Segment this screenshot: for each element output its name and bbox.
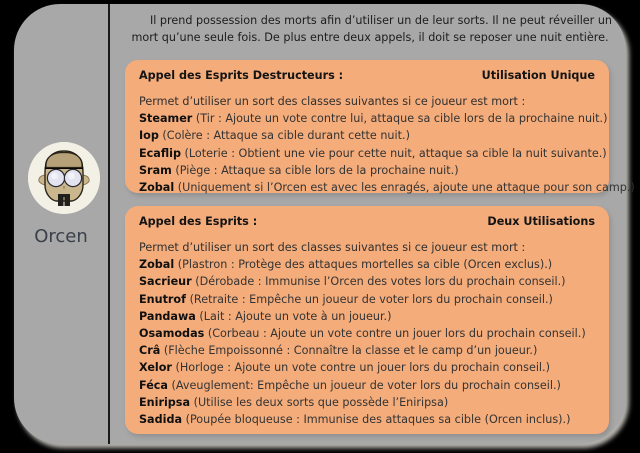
ability-list-item — [139, 127, 597, 144]
class-name: Enutrof — [139, 292, 186, 306]
ability-list-item — [139, 308, 597, 325]
orcen-skull-mask-icon — [28, 142, 100, 214]
ability-panel-destructeurs — [125, 60, 635, 195]
ability-list-item — [139, 256, 597, 273]
character-name: Orcen — [34, 226, 88, 247]
ability-list-item — [139, 377, 597, 394]
description-line-1: Il prend possession des morts afin d’utiliser un de leur sorts. Il ne peut réveiller un — [149, 14, 613, 27]
ability-panel-esprits — [125, 206, 609, 434]
ability-list-item — [139, 342, 597, 359]
class-name: Osamodas — [139, 327, 205, 341]
class-name: Steamer — [139, 112, 193, 126]
avatar-disc — [28, 142, 100, 214]
ability-list-item — [139, 179, 635, 196]
ability-panel-header — [139, 213, 595, 229]
class-effect: (Retraite : Empêche un joueur de voter lors du prochain conseil.) — [189, 292, 553, 306]
ability-usage-badge: Utilisation Unique — [481, 68, 595, 82]
ability-list-item — [139, 110, 608, 127]
class-effect: (Uniquement si l’Orcen est avec les enragés, ajoute une attaque pour son camp.) — [177, 181, 635, 195]
class-name: Eniripsa — [139, 395, 191, 409]
ability-title: Appel des Esprits : — [139, 214, 258, 228]
class-effect: (Horloge : Ajoute un vote contre un jouer lors du prochain conseil.) — [175, 361, 550, 375]
class-name: Pandawa — [139, 309, 196, 323]
character-card — [14, 4, 635, 444]
class-name: Crâ — [139, 344, 161, 358]
character-content — [112, 4, 635, 444]
class-name: Féca — [139, 378, 168, 392]
ability-list-item — [139, 411, 597, 428]
class-effect: (Lait : Ajoute un vote à un joueur.) — [199, 309, 392, 323]
class-effect: (Aveuglement: Empêche un joueur de voter lors du prochain conseil.) — [171, 378, 561, 392]
ability-lead-text: Permet d’utiliser un sort des classes suivantes si ce joueur est mort : — [139, 241, 526, 254]
ability-list-item — [139, 162, 597, 179]
class-effect: (Tir : Ajoute un vote contre lui, attaque sa cible lors de la prochaine nuit.) — [195, 112, 608, 126]
class-effect: (Loterie : Obtient une vie pour cette nuit, attaque sa cible la nuit suivante.) — [184, 146, 607, 160]
class-effect: (Flèche Empoissonné : Connaître la classe et le camp d’un joueur.) — [163, 344, 538, 358]
class-name: Iop — [139, 129, 159, 143]
class-name: Xelor — [139, 361, 172, 375]
ability-list-item — [139, 325, 597, 342]
class-effect: (Poupée bloqueuse : Immunise des attaques sa cible (Orcen inclus).) — [185, 413, 571, 427]
ability-list-item — [139, 145, 607, 162]
ability-panel-body — [139, 239, 597, 428]
ability-list-item — [139, 273, 597, 290]
ability-list-item — [139, 394, 597, 411]
class-effect: (Utilise les deux sorts que possède l’Eniripsa) — [193, 395, 449, 409]
class-name: Sadida — [139, 413, 183, 427]
character-description — [126, 12, 614, 46]
class-effect: (Corbeau : Ajoute un vote contre un jouer lors du prochain conseil.) — [207, 327, 586, 341]
ability-panel-body — [139, 93, 635, 196]
class-name: Sram — [139, 163, 172, 177]
ability-list-item — [139, 291, 597, 308]
character-left-panel — [14, 4, 110, 444]
class-name: Sacrieur — [139, 275, 192, 289]
avatar — [28, 142, 100, 214]
ability-lead-text: Permet d’utiliser un sort des classes suivantes si ce joueur est mort : — [139, 95, 526, 108]
class-name: Ecaflip — [139, 146, 181, 160]
class-effect: (Piège : Attaque sa cible lors de la prochaine nuit.) — [175, 163, 459, 177]
ability-list-item — [139, 359, 597, 376]
class-effect: (Dérobade : Immunise l’Orcen des votes lors du prochain conseil.) — [195, 275, 566, 289]
class-name: Zobal — [139, 258, 175, 272]
ability-panel-header — [139, 67, 595, 83]
class-name: Zobal — [139, 181, 175, 195]
class-effect: (Colère : Attaque sa cible durant cette nuit.) — [162, 129, 410, 143]
description-line-2: mort qu’une seule fois. De plus entre deux appels, il doit se reposer une nuit entière. — [131, 31, 609, 44]
class-effect: (Plastron : Protège des attaques mortelles sa cible (Orcen exclus).) — [177, 258, 553, 272]
ability-title: Appel des Esprits Destructeurs : — [139, 68, 344, 82]
ability-usage-badge: Deux Utilisations — [487, 214, 595, 228]
